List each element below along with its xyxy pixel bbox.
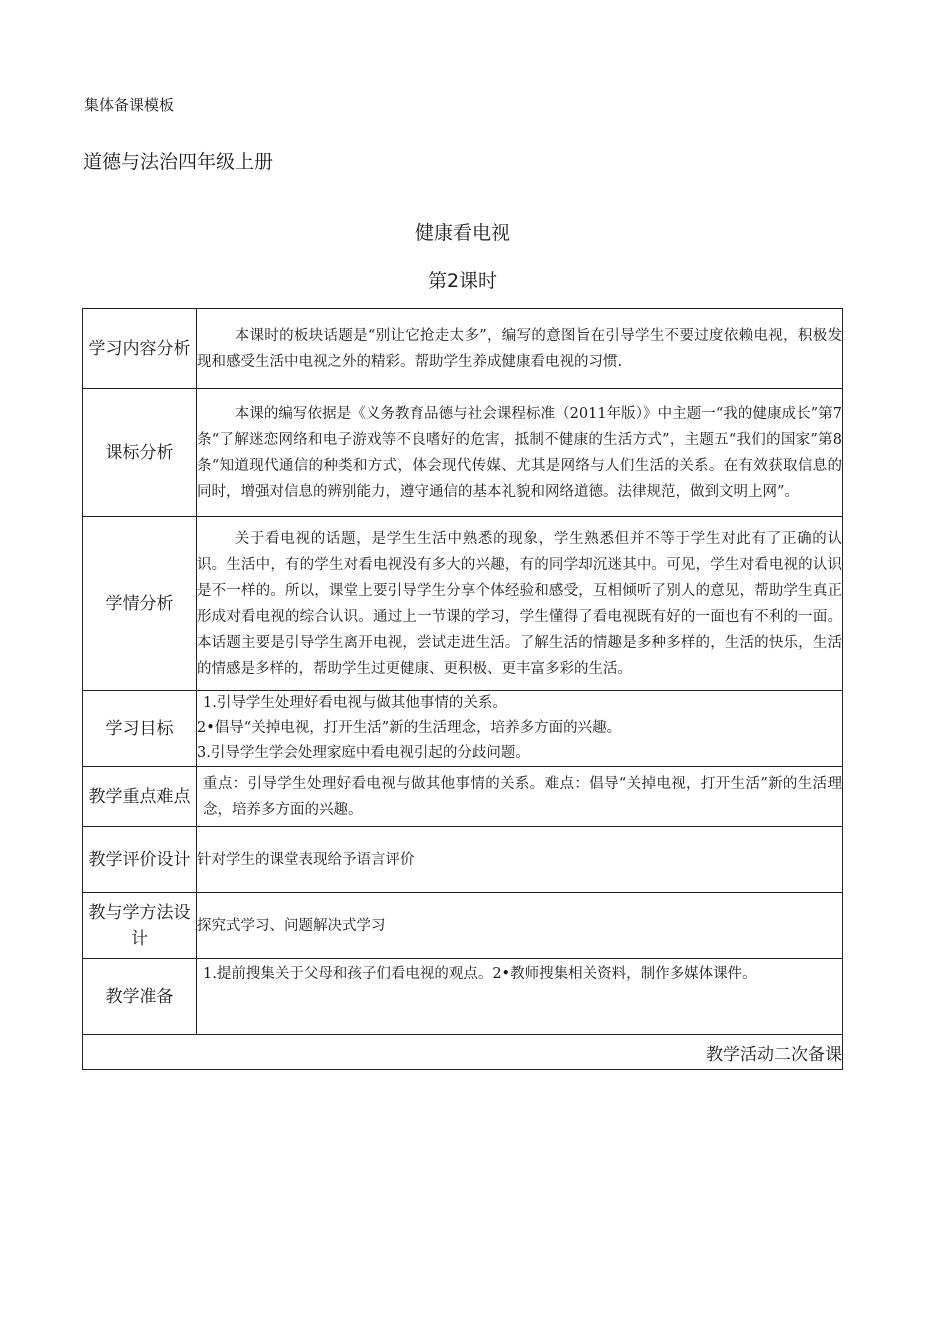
row-label: 教学重点难点	[83, 767, 197, 827]
lesson-period: 第2课时	[427, 270, 498, 292]
row-content: 探究式学习、问题解决式学习	[197, 893, 843, 959]
row-label: 教学准备	[83, 959, 197, 1035]
table-row	[83, 309, 843, 389]
row-label: 学习目标	[83, 691, 197, 767]
row-label: 教学评价设计	[83, 827, 197, 893]
row-label: 学习内容分析	[83, 309, 197, 389]
lesson-plan-table	[82, 308, 843, 1070]
template-label: 集体备课模板	[84, 96, 175, 114]
key-points-text: 重点：引导学生处理好看电视与做其他事情的关系。难点：倡导“关掉电视，打开生活”新的生活理念，培养多方面的兴趣。	[203, 776, 842, 818]
table-row	[83, 517, 843, 691]
objective-line: 1.引导学生处理好看电视与做其他事情的关系。	[203, 695, 507, 711]
row-content: 针对学生的课堂表现给予语言评价	[197, 827, 843, 893]
row-content	[197, 767, 843, 827]
row-content	[197, 959, 843, 1035]
row-label: 教与学方法设计	[83, 893, 197, 959]
row-content	[197, 691, 843, 767]
row-label: 学情分析	[83, 517, 197, 691]
table-row	[83, 959, 843, 1035]
row-label: 课标分析	[83, 389, 197, 517]
row-content: 关于看电视的话题，是学生生活中熟悉的现象，学生熟悉但并不等于学生对此有了正确的认识。生活中，有的学生对看电视没有多大的兴趣，有的同学却沉迷其中。可见，学生对看电视的认识是不一样的。所以，课堂上要引导学生分享个体经验和感受，互相倾听了别人的意见，帮助学生真正形成对看电视的综合认识。通过上一节课的学习，学生懂得了看电视既有好的一面也有不利的一面。本话题主要是引导学生离开电视，尝试走进生活。了解生活的情趣是多种多样的，生活的快乐，生活的情感是多样的，帮助学生过更健康、更积极、更丰富多彩的生活。	[197, 517, 843, 691]
row-content: 本课时的板块话题是“别让它抢走太多”，编写的意图旨在引导学生不要过度依赖电视，积极发现和感受生活中电视之外的精彩。帮助学生养成健康看电视的习惯.	[197, 309, 843, 389]
secondary-prep-footer: 教学活动二次备课	[83, 1035, 843, 1070]
objective-line: 2•倡导“关掉电视，打开生活”新的生活理念，培养多方面的兴趣。	[197, 720, 622, 736]
lesson-title: 健康看电视	[414, 222, 510, 244]
objective-line: 3.引导学生学会处理家庭中看电视引起的分歧问题。	[197, 745, 530, 761]
row-content: 本课的编写依据是《义务教育品德与社会课程标准（2011年版）》中主题一“我的健康成长”第7条“了解迷恋网络和电子游戏等不良嗜好的危害，抵制不健康的生活方式”，主题五“我们的国家”第8条“知道现代通信的种类和方式，体会现代传媒、尤其是网络与人们生活的关系。在有效获取信息的同时，增强对信息的辨别能力，遵守通信的基本礼貌和网络道德。法律规范，做到文明上网”。	[197, 389, 843, 517]
table-row	[83, 893, 843, 959]
table-row	[83, 1035, 843, 1070]
table-row	[83, 691, 843, 767]
preparation-text: 1.提前搜集关于父母和孩子们看电视的观点。2•教师搜集相关资料，制作多媒体课件。	[203, 966, 757, 982]
table-row	[83, 767, 843, 827]
table-row	[83, 827, 843, 893]
book-title: 道德与法治四年级上册	[83, 151, 274, 173]
table-row	[83, 389, 843, 517]
